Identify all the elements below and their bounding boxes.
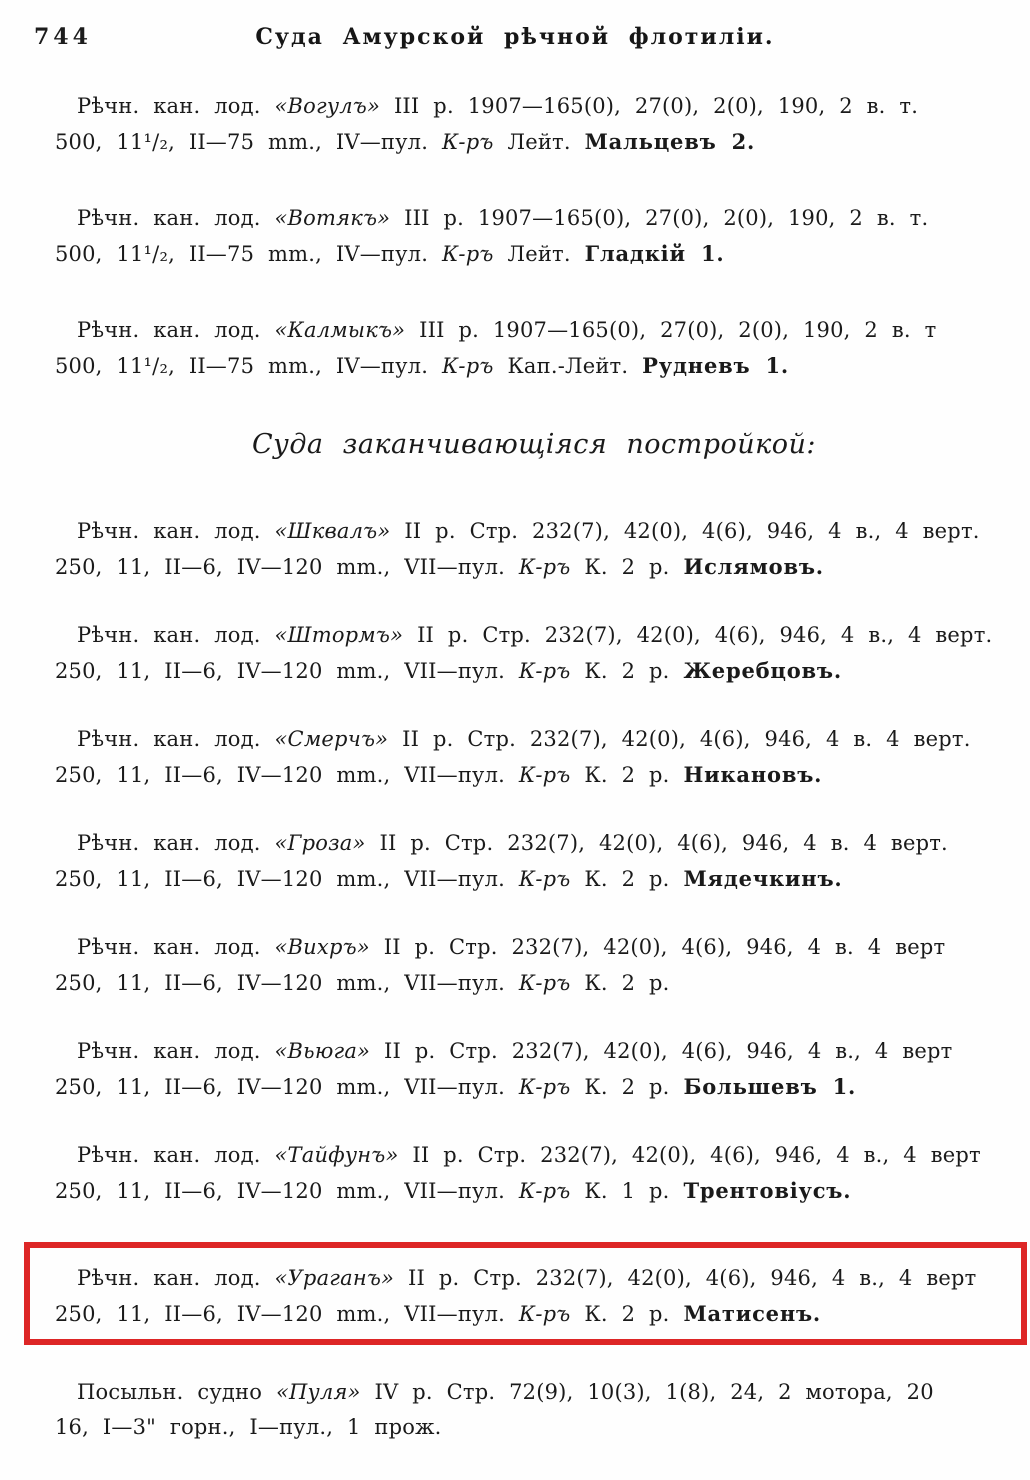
commander-name: Большевъ 1. <box>683 1074 857 1099</box>
ship-entry-votyak <box>55 200 1013 272</box>
ship-type: Рѣчн. кан. лод. <box>77 318 261 342</box>
ship-name: «Вотякъ» <box>274 206 391 230</box>
commander-rank: К. 2 р. <box>584 867 670 891</box>
ship-name: «Смерчъ» <box>274 727 389 751</box>
commander-abbr: К-ръ <box>518 1302 571 1326</box>
entry-line-2 <box>55 1069 1013 1105</box>
commander-abbr: К-ръ <box>518 763 571 787</box>
commander-name: Никановъ. <box>683 762 823 787</box>
entry-line-2 <box>55 236 1013 272</box>
ship-specs: II р. Стр. 232(7), 42(0), 4(6), 946, 4 в., 4 верт. <box>404 519 980 543</box>
ship-specs: II р. Стр. 232(7), 42(0), 4(6), 946, 4 в., 4 верт. <box>417 623 993 647</box>
ship-specs: 16, I—3" горн., I—пул., 1 прож. <box>55 1415 442 1439</box>
ship-type: Рѣчн. кан. лод. <box>77 1143 261 1167</box>
ship-name: «Ураганъ» <box>274 1266 395 1290</box>
entry-line-1 <box>55 1034 1013 1069</box>
commander-rank: Кап.-Лейт. <box>507 354 629 378</box>
commander-abbr: К-ръ <box>518 1075 571 1099</box>
ship-specs: 250, 11, II—6, IV—120 mm., VII—пул. <box>55 1179 506 1203</box>
commander-rank: К. 2 р. <box>584 763 670 787</box>
commander-abbr: К-ръ <box>518 867 571 891</box>
running-title: Суда Амурской рѣчной флотиліи. <box>255 24 775 50</box>
ship-specs: II р. Стр. 232(7), 42(0), 4(6), 946, 4 в., 4 верт <box>408 1266 977 1290</box>
commander-rank: К. 2 р. <box>584 555 670 579</box>
ship-type: Рѣчн. кан. лод. <box>77 519 261 543</box>
ship-specs: 250, 11, II—6, IV—120 mm., VII—пул. <box>55 763 506 787</box>
entry-line-1 <box>55 1375 1013 1410</box>
ship-type: Рѣчн. кан. лод. <box>77 1266 261 1290</box>
commander-abbr: К-ръ <box>518 659 571 683</box>
entry-line-2 <box>55 1410 1013 1445</box>
ship-type: Рѣчн. кан. лод. <box>77 935 261 959</box>
ship-type: Рѣчн. кан. лод. <box>77 206 261 230</box>
ship-specs: II р. Стр. 232(7), 42(0), 4(6), 946, 4 в., 4 верт <box>383 1039 953 1063</box>
ship-entry-vikhr <box>55 930 1013 1001</box>
entry-line-2 <box>55 757 1013 793</box>
ship-type: Посыльн. судно <box>77 1380 263 1404</box>
entry-line-1 <box>55 514 1013 549</box>
ship-name: «Вихръ» <box>274 935 370 959</box>
commander-name: Трентовіусъ. <box>683 1178 852 1203</box>
ship-specs: 500, 11¹/₂, II—75 mm., IV—пул. <box>55 242 429 266</box>
commander-name: Гладкій 1. <box>584 241 725 266</box>
ship-name: «Вогулъ» <box>274 94 381 118</box>
commander-name: Матисенъ. <box>683 1301 822 1326</box>
ship-entry-smerch <box>55 722 1013 793</box>
page-content <box>55 88 1013 1445</box>
ship-name: «Пуля» <box>275 1380 361 1404</box>
commander-abbr: К-ръ <box>518 971 571 995</box>
ship-specs: II р. Стр. 232(7), 42(0), 4(6), 946, 4 в., 4 верт <box>412 1143 981 1167</box>
ship-type: Рѣчн. кан. лод. <box>77 94 261 118</box>
ship-name: «Штормъ» <box>274 623 404 647</box>
entry-line-2 <box>55 1296 1013 1332</box>
ship-name: «Калмыкъ» <box>274 318 406 342</box>
ship-entry-groza <box>55 826 1013 897</box>
highlight-box <box>24 1242 1027 1345</box>
entry-line-1 <box>55 88 1013 124</box>
commander-rank: К. 1 р. <box>584 1179 670 1203</box>
ship-specs: 250, 11, II—6, IV—120 mm., VII—пул. <box>55 659 506 683</box>
entry-line-2 <box>55 1173 1013 1209</box>
entry-line-1 <box>55 200 1013 236</box>
commander-abbr: К-ръ <box>441 242 494 266</box>
commander-rank: К. 2 р. <box>584 1075 670 1099</box>
ship-specs: 250, 11, II—6, IV—120 mm., VII—пул. <box>55 1075 506 1099</box>
section-heading: Суда заканчивающіяся постройкой: <box>252 429 816 460</box>
ship-specs: 500, 11¹/₂, II—75 mm., IV—пул. <box>55 130 429 154</box>
commander-rank: Лейт. <box>507 242 571 266</box>
ship-entry-shkval <box>55 514 1013 585</box>
commander-name: Мальцевъ 2. <box>584 129 756 154</box>
entry-line-2 <box>55 124 1013 160</box>
commander-name: Ислямовъ. <box>683 554 824 579</box>
entry-line-1 <box>55 722 1013 757</box>
entry-line-2 <box>55 549 1013 585</box>
commander-abbr: К-ръ <box>441 354 494 378</box>
entry-line-1 <box>55 1261 1013 1296</box>
ship-specs: 250, 11, II—6, IV—120 mm., VII—пул. <box>55 971 506 995</box>
commander-name: Рудневъ 1. <box>642 353 790 378</box>
entry-line-1 <box>55 312 1013 348</box>
ship-entry-shtorm <box>55 618 1013 689</box>
ship-name: «Гроза» <box>274 831 366 855</box>
commander-abbr: К-ръ <box>518 1179 571 1203</box>
commander-rank: К. 2 р. <box>584 659 670 683</box>
ship-type: Рѣчн. кан. лод. <box>77 831 261 855</box>
ship-entry-vogul <box>55 88 1013 160</box>
ship-specs: 250, 11, II—6, IV—120 mm., VII—пул. <box>55 1302 506 1326</box>
ship-specs: III р. 1907—165(0), 27(0), 2(0), 190, 2 в. т. <box>393 94 919 118</box>
ship-entry-uragan <box>55 1261 1013 1332</box>
ship-specs: 250, 11, II—6, IV—120 mm., VII—пул. <box>55 867 506 891</box>
page-header <box>0 0 1030 56</box>
ship-specs: II р. Стр. 232(7), 42(0), 4(6), 946, 4 в. 4 верт. <box>402 727 971 751</box>
commander-abbr: К-ръ <box>518 555 571 579</box>
ship-specs: 500, 11¹/₂, II—75 mm., IV—пул. <box>55 354 429 378</box>
entry-line-2 <box>55 965 1013 1001</box>
ship-type: Рѣчн. кан. лод. <box>77 727 261 751</box>
entry-line-2 <box>55 653 1013 689</box>
ship-specs: III р. 1907—165(0), 27(0), 2(0), 190, 2 в. т. <box>404 206 929 230</box>
commander-name: Мядечкинъ. <box>683 866 843 891</box>
ship-entry-kalmyk <box>55 312 1013 384</box>
ship-entry-vyuga <box>55 1034 1013 1105</box>
commander-rank: К. 2 р. <box>584 1302 670 1326</box>
ship-specs: IV р. Стр. 72(9), 10(3), 1(8), 24, 2 мотора, 20 <box>374 1380 934 1404</box>
ship-entry-taifun <box>55 1138 1013 1209</box>
ship-name: «Тайфунъ» <box>274 1143 399 1167</box>
ship-specs: II р. Стр. 232(7), 42(0), 4(6), 946, 4 в. 4 верт <box>383 935 946 959</box>
commander-name: Жеребцовъ. <box>683 658 842 683</box>
ship-type: Рѣчн. кан. лод. <box>77 1039 261 1063</box>
ship-type: Рѣчн. кан. лод. <box>77 623 261 647</box>
ship-specs: 250, 11, II—6, IV—120 mm., VII—пул. <box>55 555 506 579</box>
commander-rank: Лейт. <box>507 130 571 154</box>
ship-specs: II р. Стр. 232(7), 42(0), 4(6), 946, 4 в. 4 верт. <box>379 831 948 855</box>
commander-rank: К. 2 р. <box>584 971 670 995</box>
ship-specs: III р. 1907—165(0), 27(0), 2(0), 190, 2 в. т <box>419 318 937 342</box>
entry-line-1 <box>55 930 1013 965</box>
entry-line-1 <box>55 826 1013 861</box>
commander-abbr: К-ръ <box>441 130 494 154</box>
ship-name: «Вьюга» <box>274 1039 371 1063</box>
ship-name: «Шквалъ» <box>274 519 391 543</box>
entry-line-2 <box>55 348 1013 384</box>
ship-entry-pulya <box>55 1375 1013 1445</box>
entry-line-1 <box>55 618 1013 653</box>
entry-line-1 <box>55 1138 1013 1173</box>
entry-line-2 <box>55 861 1013 897</box>
page-number: 744 <box>34 24 92 50</box>
